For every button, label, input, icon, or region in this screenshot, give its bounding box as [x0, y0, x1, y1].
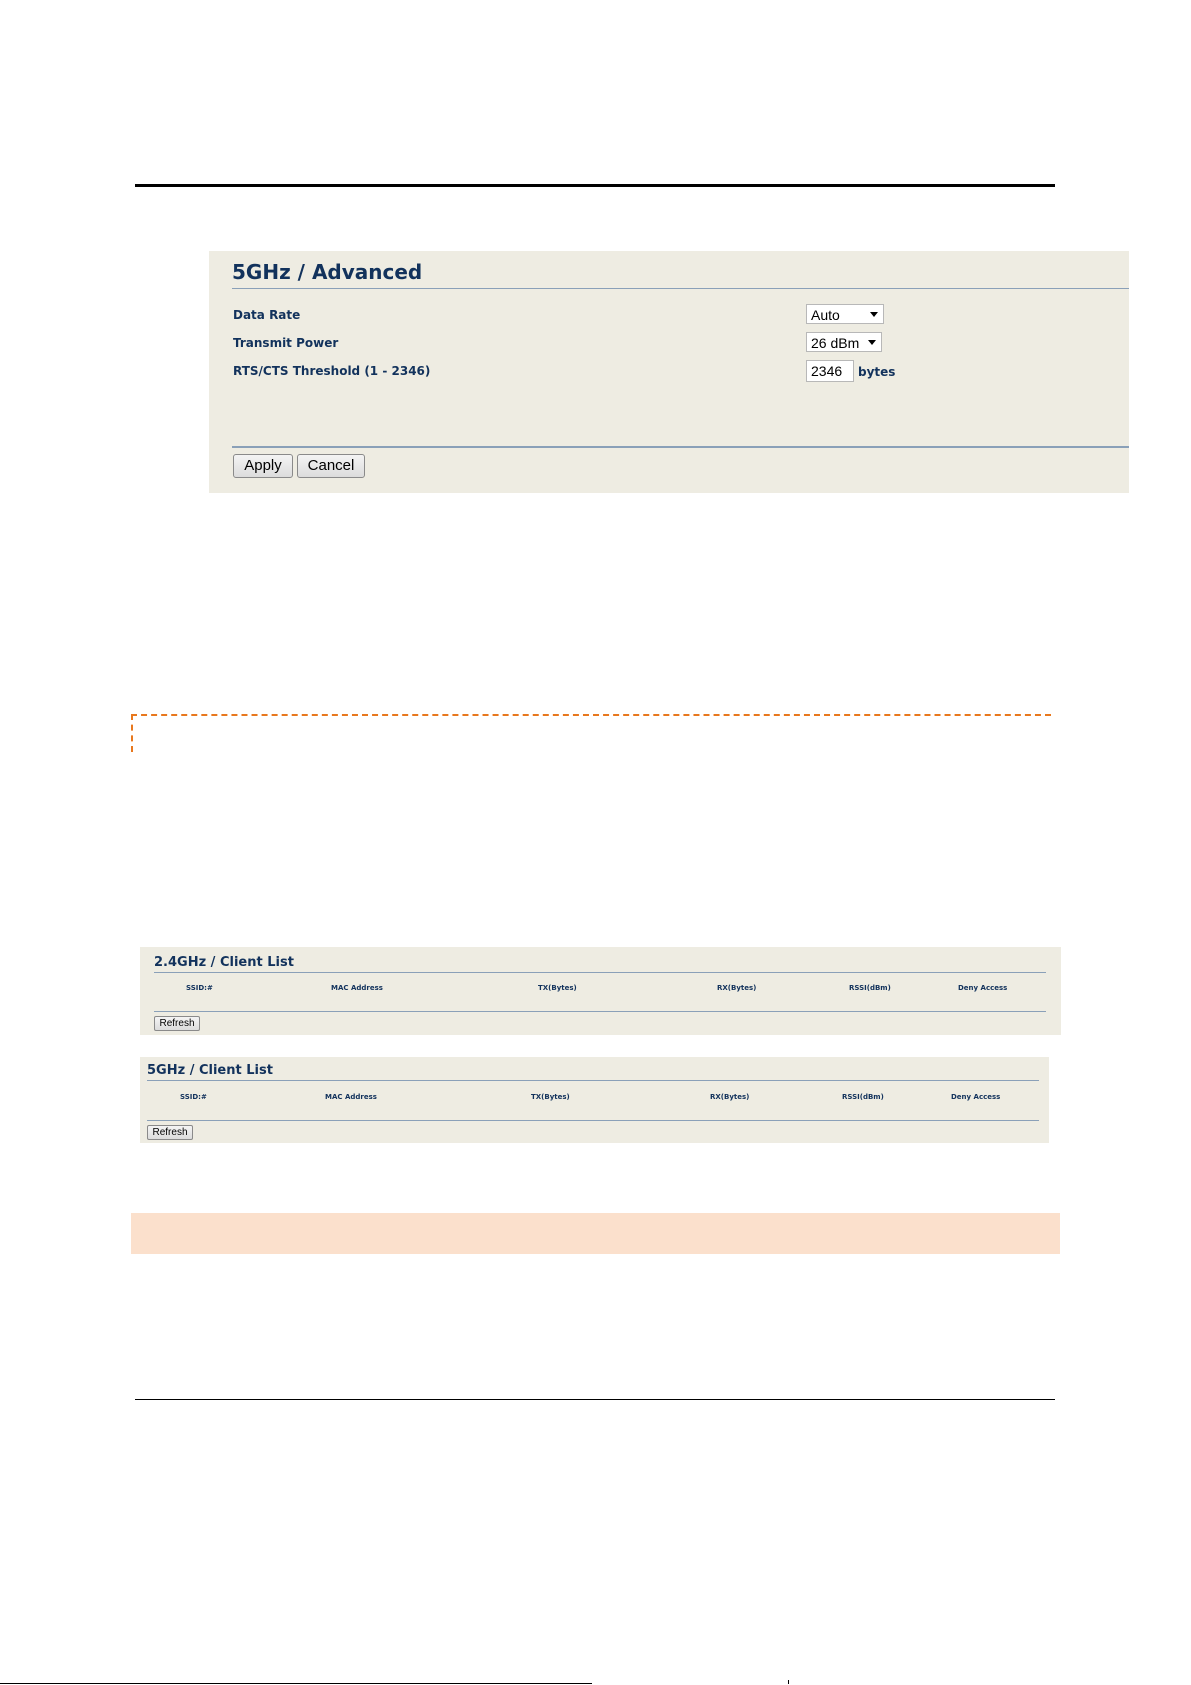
column-header-tx: TX(Bytes) — [538, 984, 577, 992]
data-rate-label: Data Rate — [233, 308, 301, 322]
cancel-button[interactable]: Cancel — [297, 454, 365, 478]
rts-cts-label: RTS/CTS Threshold (1 - 2346) — [233, 364, 431, 378]
footer-line — [0, 1683, 592, 1684]
transmit-power-select[interactable] — [806, 332, 882, 352]
rts-cts-input[interactable]: 2346 — [806, 360, 854, 382]
bottom-rule — [135, 1399, 1055, 1400]
refresh-button[interactable]: Refresh — [154, 1016, 200, 1031]
column-header-deny: Deny Access — [958, 984, 1008, 992]
advanced-title: 5GHz / Advanced — [232, 260, 423, 284]
transmit-power-label: Transmit Power — [233, 336, 339, 350]
advanced-panel — [209, 251, 1129, 493]
column-header-ssid: SSID:# — [186, 984, 213, 992]
column-header-mac: MAC Address — [325, 1093, 377, 1101]
advanced-title-rule — [232, 288, 1129, 289]
refresh-button[interactable]: Refresh — [147, 1125, 193, 1140]
column-header-rssi: RSSI(dBm) — [849, 984, 891, 992]
chevron-down-icon — [868, 340, 876, 345]
top-rule — [135, 184, 1055, 187]
data-rate-value: Auto — [811, 307, 840, 323]
note-bar — [131, 1213, 1060, 1254]
client-list-24-bottom-rule — [154, 1011, 1046, 1012]
column-header-ssid: SSID:# — [180, 1093, 207, 1101]
column-header-rssi: RSSI(dBm) — [842, 1093, 884, 1101]
column-header-tx: TX(Bytes) — [531, 1093, 570, 1101]
footer-tick — [788, 1680, 789, 1684]
client-list-5-title: 5GHz / Client List — [147, 1063, 273, 1078]
column-header-rx: RX(Bytes) — [710, 1093, 750, 1101]
rts-cts-unit: bytes — [858, 365, 896, 379]
dashed-frame — [131, 714, 1051, 752]
column-header-mac: MAC Address — [331, 984, 383, 992]
advanced-bottom-rule — [232, 446, 1129, 448]
column-header-deny: Deny Access — [951, 1093, 1001, 1101]
client-list-5-panel — [140, 1057, 1049, 1143]
data-rate-select[interactable] — [806, 304, 884, 324]
client-list-24-title-rule — [154, 972, 1046, 973]
chevron-down-icon — [870, 312, 878, 317]
apply-button[interactable]: Apply — [233, 454, 293, 478]
client-list-5-bottom-rule — [147, 1120, 1039, 1121]
client-list-24-title: 2.4GHz / Client List — [154, 955, 294, 970]
client-list-24-panel — [140, 947, 1061, 1035]
client-list-5-title-rule — [147, 1080, 1039, 1081]
column-header-rx: RX(Bytes) — [717, 984, 757, 992]
transmit-power-value: 26 dBm — [811, 335, 860, 351]
